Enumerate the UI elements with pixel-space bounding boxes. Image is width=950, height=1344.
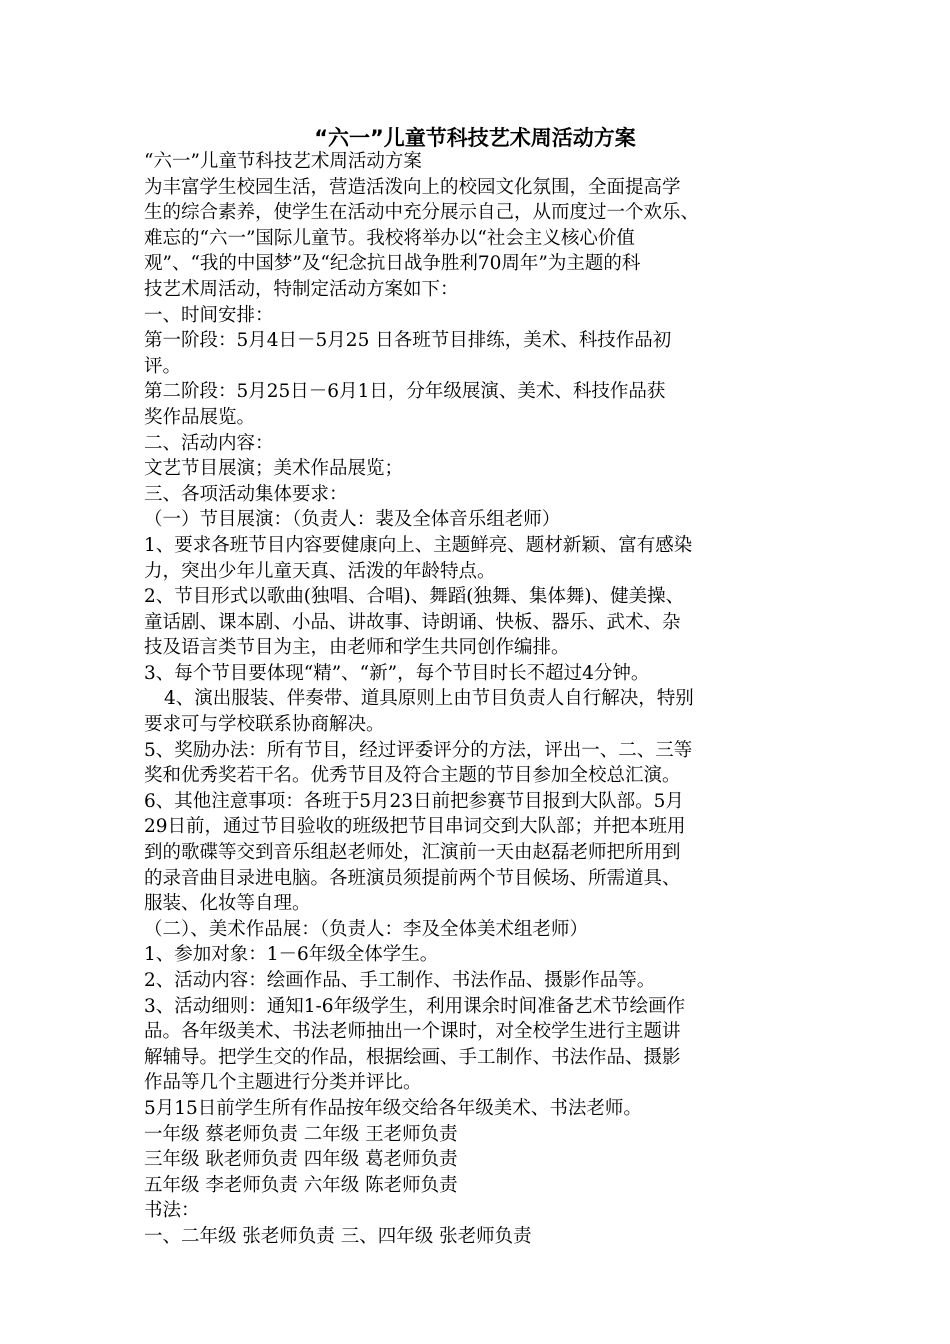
text-line: 难忘的“六一”国际儿童节。我校将举办以“社会主义核心价值 xyxy=(144,227,635,249)
text-line: 一年级 蔡老师负责 二年级 王老师负责 xyxy=(144,1123,458,1145)
text-line: 为丰富学生校园生活，营造活泼向上的校园文化氛围，全面提高学 xyxy=(144,176,681,198)
text-line: 服装、化妆等自理。 xyxy=(144,893,311,915)
text-line: 2、活动内容：绘画作品、手工制作、书法作品、摄影作品等。 xyxy=(144,970,656,991)
text-line: 1、要求各班节目内容要健康向上、主题鲜亮、题材新颖、富有感染 xyxy=(144,534,693,556)
text-line: 评。 xyxy=(144,355,182,377)
text-line: 文艺节目展演；美术作品展览； xyxy=(144,458,404,480)
text-line: 5月15日前学生所有作品按年级交给各年级美术、书法老师。 xyxy=(144,1097,642,1119)
text-line: 五年级 李老师负责 六年级 陈老师负责 xyxy=(144,1174,458,1196)
text-line: 品。各年级美术、书法老师抽出一个课时，对全校学生进行主题讲 xyxy=(144,1021,681,1043)
document-body xyxy=(144,149,814,1250)
text-line: （二）、美术作品展：（负责人：李及全体美术组老师） xyxy=(144,918,589,940)
text-line: 3、活动细则：通知1-6年级学生，利用课余时间准备艺术节绘画作 xyxy=(144,995,686,1017)
text-line: 的录音曲目录进电脑。各班演员须提前两个节目候场、所需道具、 xyxy=(144,867,681,889)
text-line: 二、活动内容： xyxy=(144,432,274,454)
text-line: 解辅导。把学生交的作品，根据绘画、手工制作、书法作品、摄影 xyxy=(144,1046,681,1068)
text-line: 第一阶段：5月4日－5月25 日各班节目排练，美术、科技作品初 xyxy=(144,330,672,352)
text-line: 技及语言类节目为主，由老师和学生共同创作编排。 xyxy=(144,637,570,659)
text-line: 要求可与学校联系协商解决。 xyxy=(144,714,385,736)
text-line: 力，突出少年儿童天真、活泼的年龄特点。 xyxy=(144,560,496,582)
text-line: 29日前，通过节目验收的班级把节目串词交到大队部；并把本班用 xyxy=(144,816,686,838)
text-line: 观”、“我的中国梦”及“纪念抗日战争胜利70周年”为主题的科 xyxy=(144,253,641,275)
text-line: 奖作品展览。 xyxy=(144,406,256,428)
text-line: （一）节目展演：（负责人：裴及全体音乐组老师） xyxy=(144,509,561,531)
text-line: 3、每个节目要体现“精”、“新”，每个节目时长不超过4分钟。 xyxy=(144,662,650,684)
text-line: 三、各项活动集体要求： xyxy=(144,483,348,505)
text-line: 一、时间安排： xyxy=(144,304,274,326)
text-line: 生的综合素养，使学生在活动中充分展示自己，从而度过一个欢乐、 xyxy=(144,202,700,224)
text-line: 到的歌碟等交到音乐组赵老师处，汇演前一天由赵磊老师把所用到 xyxy=(144,842,681,864)
text-line: 第二阶段：5月25日－6月1日，分年级展演、美术、科技作品获 xyxy=(144,381,666,403)
text-line: 1、参加对象：1－6年级全体学生。 xyxy=(144,944,439,966)
text-line: 4、演出服装、伴奏带、道具原则上由节目负责人自行解决，特别 xyxy=(164,688,694,710)
text-line: 技艺术周活动，特制定活动方案如下： xyxy=(144,278,459,300)
document-subtitle-line: “六一”儿童节科技艺术周活动方案 xyxy=(144,151,422,172)
text-line: 5、奖励办法：所有节目，经过评委评分的方法，评出一、二、三等 xyxy=(144,739,693,761)
text-line: 作品等几个主题进行分类并评比。 xyxy=(144,1072,422,1094)
text-line: 书法： xyxy=(144,1200,200,1222)
text-line: 6、其他注意事项：各班于5月23日前把参赛节目报到大队部。5月 xyxy=(144,790,684,812)
text-line: 2、节目形式以歌曲(独唱、合唱)、舞蹈(独舞、集体舞)、健美操、 xyxy=(144,586,685,608)
document-title: “六一”儿童节科技艺术周活动方案 xyxy=(314,126,636,150)
text-line: 一、二年级 张老师负责 三、四年级 张老师负责 xyxy=(144,1225,532,1247)
text-line: 三年级 耿老师负责 四年级 葛老师负责 xyxy=(144,1149,458,1171)
text-line: 奖和优秀奖若干名。优秀节目及符合主题的节目参加全校总汇演。 xyxy=(144,765,681,787)
text-line: 童话剧、课本剧、小品、讲故事、诗朗诵、快板、器乐、武术、杂 xyxy=(144,611,681,633)
